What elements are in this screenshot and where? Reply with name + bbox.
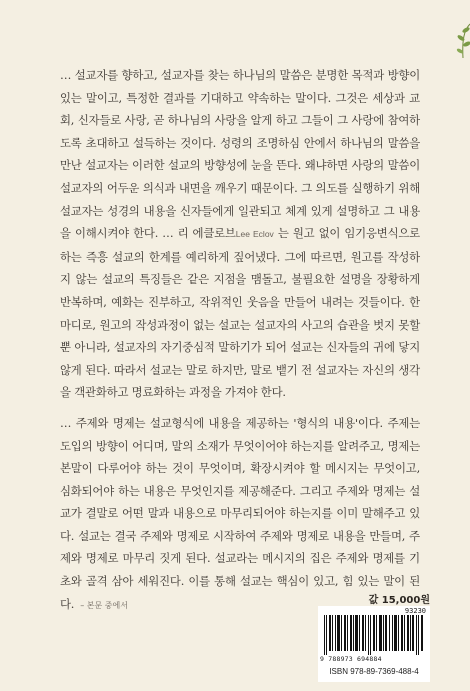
- price-label: 값 15,000원: [368, 595, 430, 606]
- leaf-branch-icon: [456, 20, 470, 60]
- excerpt-paragraph-2: [60, 412, 420, 617]
- barcode-addon: 93230: [404, 607, 426, 615]
- barcode-bars: [322, 615, 426, 655]
- excerpt-source: – 본문 중에서: [80, 600, 128, 610]
- excerpt-text: [60, 64, 420, 617]
- paragraph-2-text: … 주제와 명제는 설교형식에 내용을 제공하는 '형식의 내용'이다. 주제는 도입의 방향이 어디며, 말의 소재가 무엇이어야 하는지를 알려주고, 명제는 본말이 다루어야 하는 것이 무엇이며, 확장시켜야 할 메시지는 무엇이고, 심화되어야 하는 내용은 무엇인지를 제공해준다. 그리고 주제와 명제는 설교가 결말로 어떤 말과 내용으로 마무리되어야 하는지를 이미 말해주고 있다. 설교는 결국 주제와 명제로 시작하여 주제와 명제로 내용을 만들며, 주제와 명제로 마무리 짓게 된다. 설교라는 메시지의 집은 주제와 명제를 기초와 골격 삼아 세워진다. 이를 통해 설교는 핵심이 있고, 힘 있는 말이 된다.: [60, 415, 420, 611]
- barcode-number: 9 788973 694884: [320, 655, 382, 663]
- author-name-english: Lee Eclov: [235, 229, 274, 240]
- isbn-text: ISBN 978-89-7369-488-4: [329, 667, 419, 676]
- paragraph-1-text-b: 는 원고 없이 임기응변식으로 하는 즉흥 설교의 한계를 예리하게 짚어냈다. 그에 따르면, 원고를 작성하지 않는 설교의 특징들은 같은 지점을 맴돌고, 불필요한 설명을 장황하게 반복하며, 예화는 진부하고, 작위적인 웃음을 만들어 내려는 것들이다. 한 마디로, 원고의 작성과정이 없는 설교는 설교자의 사고의 습관을 벗지 못할 뿐 아니라, 설교자의 자기중심적 말하기가 되어 설교는 신자들의 귀에 닿지 않게 된다. 따라서 설교는 말로 하지만, 말로 뱉기 전 설교자는 자신의 생각을 객관화하고 명료화하는 과정을 가져야 한다.: [60, 226, 420, 400]
- excerpt-paragraph-1: [60, 64, 420, 404]
- isbn-barcode: [318, 606, 430, 682]
- paragraph-1-text-a: … 설교자를 향하고, 설교자를 찾는 하나님의 말씀은 분명한 목적과 방향이 있는 말이고, 특정한 결과를 기대하고 약속하는 말이다. 그것은 세상과 교회, 신자들로 사랑, 곧 하나님의 사랑을 알게 하고 그들이 그 사랑에 참여하도록 초대하고 설득하는 것이다. 성령의 조명하심 안에서 하나님의 말씀을 만난 설교자는 이러한 설교의 방향성에 눈을 뜬다. 왜냐하면 사랑의 말씀이 설교자의 어두운 의식과 내면을 깨우기 때문이다. 그 의도를 실행하기 위해 설교자는 성경의 내용을 신자들에게 일관되고 체계 있게 설명하고 그 내용을 이해시켜야 한다. … 리 에클로브: [60, 68, 420, 241]
